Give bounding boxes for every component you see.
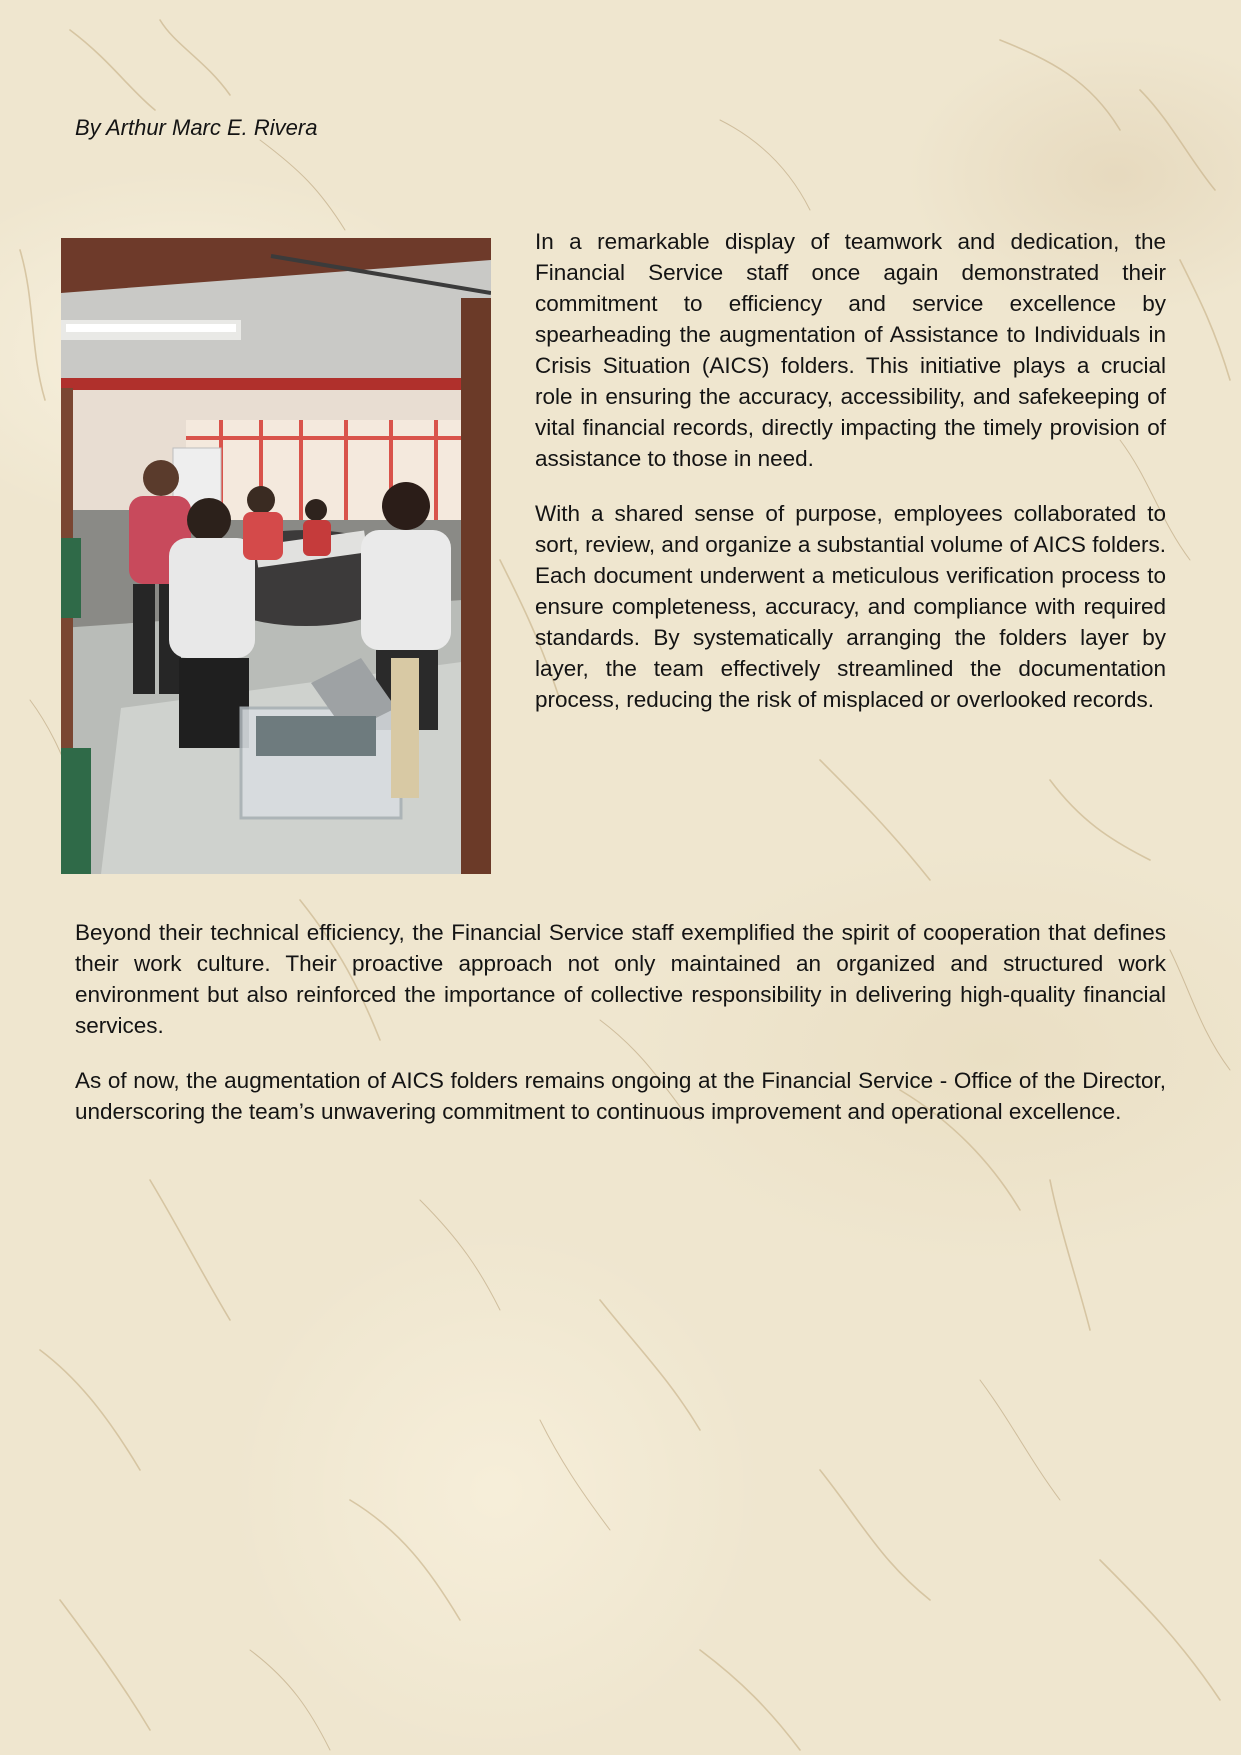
- byline: By Arthur Marc E. Rivera: [75, 115, 318, 140]
- paragraph-status: As of now, the augmentation of AICS folders remains ongoing at the Financial Service - Office of the Director, underscoring the team’s unwavering commitment to continuous improvement and operational excellence.: [75, 1068, 1166, 1124]
- paragraph-process: With a shared sense of purpose, employees collaborated to sort, review, and organize a substantial volume of AICS folders. Each document underwent a meticulous verification process to ensure completeness, accuracy, and compliance with required standards. By systematically arranging the folders layer by layer, the team effectively streamlined the documentation process, reducing the risk of misplaced or overlooked records.: [535, 501, 1166, 712]
- paragraph-cooperation: Beyond their technical efficiency, the Financial Service staff exemplified the spirit of cooperation that defines their work culture. Their proactive approach not only maintained an organized and structured work environment but also reinforced the importance of collective responsibility in delivering high-quality financial services.: [75, 920, 1166, 1038]
- article-right-column: [535, 226, 1166, 715]
- article-bottom-section: [75, 917, 1166, 1127]
- staff-photo: [61, 238, 491, 874]
- paragraph-intro: In a remarkable display of teamwork and dedication, the Financial Service staff once again demonstrated their commitment to efficiency and service excellence by spearheading the augmentation of Assistance to Individuals in Crisis Situation (AICS) folders. This initiative plays a crucial role in ensuring the accuracy, accessibility, and safekeeping of vital financial records, directly impacting the timely provision of assistance to those in need.: [535, 229, 1166, 471]
